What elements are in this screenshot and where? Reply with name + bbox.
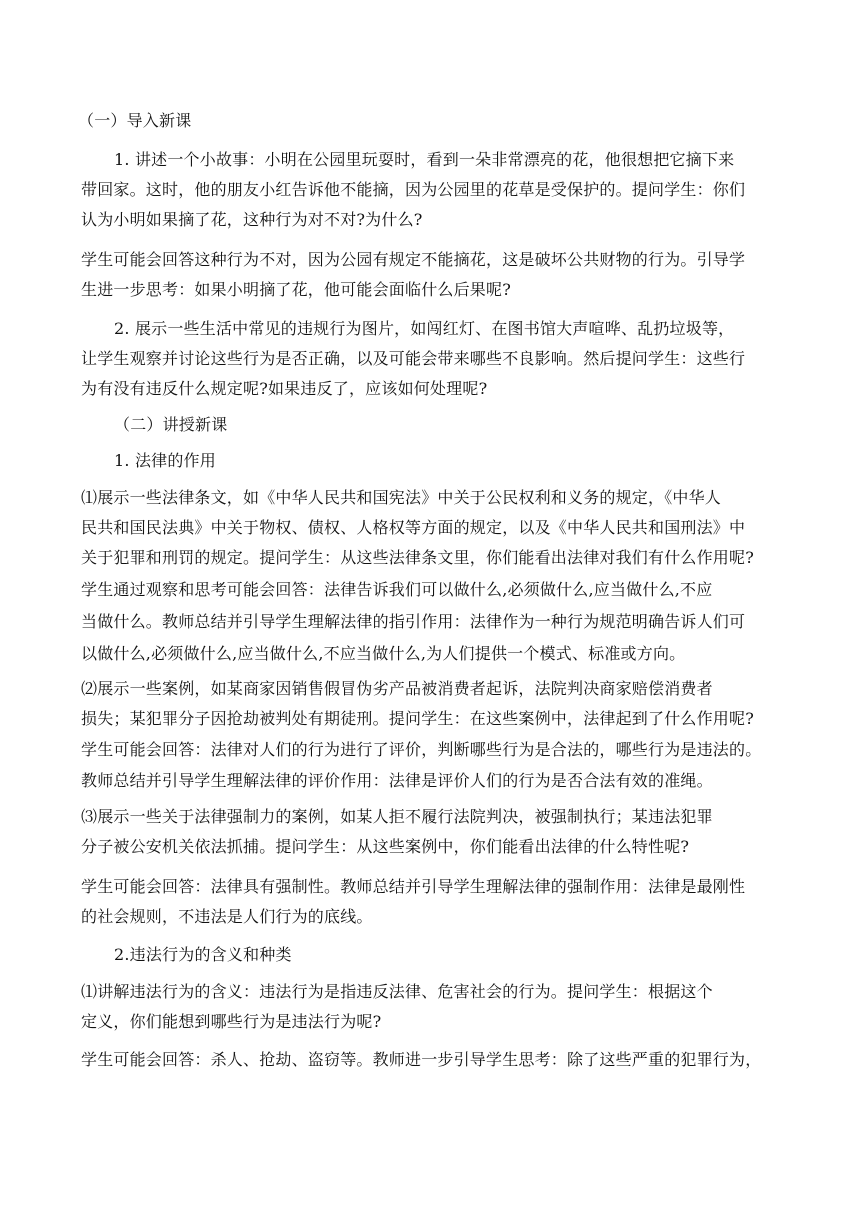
paragraph-line: 学生可能会回答：法律对人们的行为进行了评价，判断哪些行为是合法的，哪些行为是违法的。: [81, 740, 762, 759]
paragraph-line: 1. 讲述一个小故事：小明在公园里玩耍时，看到一朵非常漂亮的花，他很想把它摘下来: [114, 150, 735, 169]
section-heading-intro: （一）导入新课: [78, 111, 192, 130]
paragraph-line: 为有没有违反什么规定呢?如果违反了，应该如何处理呢?: [81, 379, 488, 398]
paragraph-line: 损失；某犯罪分子因抢劫被判处有期徒刑。提问学生：在这些案例中，法律起到了什么作用呢?: [81, 709, 754, 728]
paragraph-line: 学生可能会回答：法律具有强制性。教师总结并引导学生理解法律的强制作用：法律是最刚性: [81, 877, 746, 896]
paragraph-line: 教师总结并引导学生理解法律的评价作用：法律是评价人们的行为是否合法有效的准绳。: [81, 771, 713, 790]
paragraph-line: 定义，你们能想到哪些行为是违法行为呢?: [81, 1012, 382, 1031]
subsection-heading: 2.违法行为的含义和种类: [114, 945, 292, 964]
paragraph-line: ⑵展示一些案例，如某商家因销售假冒伪劣产品被消费者起诉，法院判决商家赔偿消费者: [81, 679, 713, 698]
paragraph-line: 让学生观察并讨论这些行为是否正确，以及可能会带来哪些不良影响。然后提问学生：这些行: [81, 349, 746, 368]
paragraph-line: ⑶展示一些关于法律强制力的案例，如某人拒不履行法院判决，被强制执行；某违法犯罪: [81, 807, 713, 826]
paragraph-line: 带回家。这时，他的朋友小红告诉他不能摘，因为公园里的花草是受保护的。提问学生：你们: [81, 180, 746, 199]
paragraph-line: 生进一步思考：如果小明摘了花，他可能会面临什么后果呢?: [81, 280, 511, 299]
paragraph-line: 学生可能会回答这种行为不对，因为公园有规定不能摘花，这是破坏公共财物的行为。引导学: [81, 250, 746, 269]
paragraph-line: ⑴讲解违法行为的含义：违法行为是指违反法律、危害社会的行为。提问学生：根据这个: [81, 982, 713, 1001]
section-heading-lecture: （二）讲授新课: [114, 415, 228, 434]
paragraph-line: 学生通过观察和思考可能会回答：法律告诉我们可以做什么,必须做什么,应当做什么,不应: [81, 580, 713, 599]
paragraph-line: 当做什么。教师总结并引导学生理解法律的指引作用：法律作为一种行为规范明确告诉人们可: [81, 612, 746, 631]
subsection-heading: 1. 法律的作用: [114, 451, 216, 470]
paragraph-line: 关于犯罪和刑罚的规定。提问学生：从这些法律条文里，你们能看出法律对我们有什么作用呢?: [81, 548, 754, 567]
paragraph-line: 学生可能会回答：杀人、抢劫、盗窃等。教师进一步引导学生思考：除了这些严重的犯罪行为，: [81, 1050, 762, 1069]
paragraph-line: 2. 展示一些生活中常见的违规行为图片，如闯红灯、在图书馆大声喧哗、乱扔垃圾等，: [114, 319, 735, 338]
paragraph-line: 的社会规则，不违法是人们行为的底线。: [81, 907, 373, 926]
paragraph-line: ⑴展示一些法律条文，如《中华人民共和国宪法》中关于公民权利和义务的规定，《中华人: [81, 488, 722, 507]
paragraph-line: 分子被公安机关依法抓捕。提问学生：从这些案例中，你们能看出法律的什么特性呢?: [81, 837, 690, 856]
paragraph-line: 民共和国民法典》中关于物权、债权、人格权等方面的规定，以及《中华人民共和国刑法》中: [81, 518, 746, 537]
paragraph-line: 认为小明如果摘了花，这种行为对不对?为什么?: [81, 210, 423, 229]
paragraph-line: 以做什么,必须做什么,应当做什么,不应当做什么,为人们提供一个模式、标准或方向。: [81, 644, 686, 663]
